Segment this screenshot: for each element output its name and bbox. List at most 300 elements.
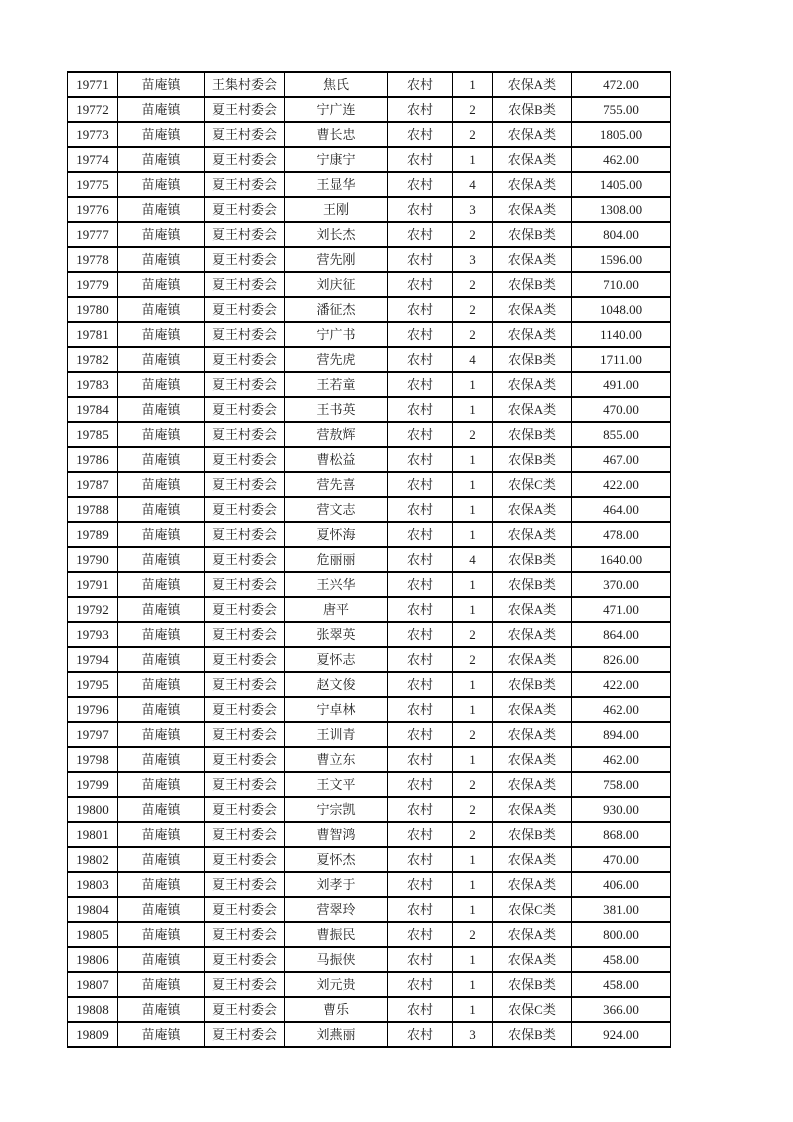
cell-count: 1 [453,597,493,622]
cell-town: 苗庵镇 [118,147,205,172]
cell-amount: 855.00 [572,422,671,447]
cell-category: 农保A类 [493,372,572,397]
cell-town: 苗庵镇 [118,572,205,597]
cell-category: 农保C类 [493,472,572,497]
cell-id: 19788 [68,497,118,522]
cell-village: 夏王村委会 [205,672,285,697]
cell-type: 农村 [388,122,453,147]
table-row [68,647,671,672]
table-row [68,422,671,447]
table-row [68,697,671,722]
cell-village: 夏王村委会 [205,522,285,547]
cell-name: 刘庆征 [285,272,388,297]
cell-type: 农村 [388,697,453,722]
cell-amount: 1711.00 [572,347,671,372]
cell-category: 农保A类 [493,847,572,872]
cell-type: 农村 [388,247,453,272]
cell-village: 夏王村委会 [205,422,285,447]
cell-type: 农村 [388,597,453,622]
table-row [68,322,671,347]
cell-type: 农村 [388,922,453,947]
cell-count: 2 [453,622,493,647]
cell-category: 农保B类 [493,572,572,597]
cell-amount: 462.00 [572,747,671,772]
cell-town: 苗庵镇 [118,772,205,797]
record-table [67,71,671,1048]
table-row [68,772,671,797]
cell-name: 曹松益 [285,447,388,472]
cell-name: 焦氏 [285,72,388,97]
cell-id: 19792 [68,597,118,622]
cell-count: 2 [453,97,493,122]
cell-id: 19786 [68,447,118,472]
cell-town: 苗庵镇 [118,847,205,872]
cell-town: 苗庵镇 [118,972,205,997]
cell-town: 苗庵镇 [118,422,205,447]
cell-amount: 467.00 [572,447,671,472]
table-row [68,222,671,247]
cell-count: 2 [453,422,493,447]
cell-type: 农村 [388,522,453,547]
cell-id: 19797 [68,722,118,747]
cell-village: 夏王村委会 [205,797,285,822]
cell-id: 19790 [68,547,118,572]
cell-category: 农保B类 [493,972,572,997]
cell-town: 苗庵镇 [118,1022,205,1047]
cell-town: 苗庵镇 [118,822,205,847]
cell-amount: 1640.00 [572,547,671,572]
cell-town: 苗庵镇 [118,872,205,897]
cell-id: 19801 [68,822,118,847]
table-row [68,397,671,422]
cell-id: 19781 [68,322,118,347]
cell-amount: 478.00 [572,522,671,547]
cell-count: 2 [453,272,493,297]
cell-village: 王集村委会 [205,72,285,97]
cell-count: 4 [453,172,493,197]
cell-amount: 458.00 [572,972,671,997]
cell-count: 1 [453,397,493,422]
cell-count: 2 [453,722,493,747]
cell-village: 夏王村委会 [205,847,285,872]
table-row [68,197,671,222]
cell-village: 夏王村委会 [205,97,285,122]
cell-type: 农村 [388,197,453,222]
cell-id: 19806 [68,947,118,972]
cell-town: 苗庵镇 [118,347,205,372]
cell-count: 1 [453,697,493,722]
cell-name: 夏怀杰 [285,847,388,872]
cell-name: 刘燕丽 [285,1022,388,1047]
cell-category: 农保A类 [493,397,572,422]
cell-town: 苗庵镇 [118,672,205,697]
cell-type: 农村 [388,797,453,822]
cell-name: 宁卓林 [285,697,388,722]
cell-name: 曹长忠 [285,122,388,147]
cell-type: 农村 [388,622,453,647]
cell-amount: 800.00 [572,922,671,947]
cell-town: 苗庵镇 [118,197,205,222]
cell-village: 夏王村委会 [205,397,285,422]
cell-name: 王显华 [285,172,388,197]
cell-town: 苗庵镇 [118,97,205,122]
cell-village: 夏王村委会 [205,647,285,672]
cell-type: 农村 [388,547,453,572]
cell-town: 苗庵镇 [118,697,205,722]
cell-type: 农村 [388,647,453,672]
cell-name: 营文志 [285,497,388,522]
cell-town: 苗庵镇 [118,372,205,397]
cell-id: 19804 [68,897,118,922]
cell-id: 19791 [68,572,118,597]
cell-category: 农保A类 [493,322,572,347]
cell-id: 19807 [68,972,118,997]
cell-village: 夏王村委会 [205,622,285,647]
cell-count: 1 [453,947,493,972]
cell-amount: 1805.00 [572,122,671,147]
table-row [68,272,671,297]
cell-id: 19809 [68,1022,118,1047]
cell-town: 苗庵镇 [118,797,205,822]
cell-category: 农保A类 [493,872,572,897]
cell-name: 营先刚 [285,247,388,272]
cell-town: 苗庵镇 [118,397,205,422]
cell-name: 曹振民 [285,922,388,947]
cell-village: 夏王村委会 [205,297,285,322]
cell-category: 农保B类 [493,547,572,572]
cell-name: 营翠玲 [285,897,388,922]
cell-village: 夏王村委会 [205,247,285,272]
cell-village: 夏王村委会 [205,497,285,522]
cell-count: 1 [453,847,493,872]
cell-id: 19808 [68,997,118,1022]
cell-town: 苗庵镇 [118,547,205,572]
cell-name: 曹乐 [285,997,388,1022]
cell-village: 夏王村委会 [205,922,285,947]
cell-village: 夏王村委会 [205,322,285,347]
cell-village: 夏王村委会 [205,272,285,297]
cell-town: 苗庵镇 [118,722,205,747]
cell-name: 夏怀志 [285,647,388,672]
table-row [68,447,671,472]
cell-town: 苗庵镇 [118,72,205,97]
cell-type: 农村 [388,897,453,922]
cell-id: 19779 [68,272,118,297]
cell-name: 曹智鸿 [285,822,388,847]
table-row [68,572,671,597]
cell-amount: 491.00 [572,372,671,397]
cell-amount: 470.00 [572,397,671,422]
cell-name: 夏怀海 [285,522,388,547]
cell-name: 营敖辉 [285,422,388,447]
cell-category: 农保B类 [493,347,572,372]
cell-category: 农保A类 [493,497,572,522]
table-row [68,122,671,147]
cell-id: 19793 [68,622,118,647]
cell-amount: 464.00 [572,497,671,522]
cell-type: 农村 [388,422,453,447]
cell-name: 唐平 [285,597,388,622]
cell-category: 农保A类 [493,772,572,797]
table-row [68,847,671,872]
cell-amount: 406.00 [572,872,671,897]
cell-town: 苗庵镇 [118,597,205,622]
cell-id: 19785 [68,422,118,447]
table-row [68,922,671,947]
cell-village: 夏王村委会 [205,747,285,772]
table-row [68,797,671,822]
table-row [68,497,671,522]
cell-type: 农村 [388,372,453,397]
table-row [68,72,671,97]
cell-category: 农保A类 [493,747,572,772]
cell-town: 苗庵镇 [118,447,205,472]
cell-id: 19794 [68,647,118,672]
cell-village: 夏王村委会 [205,697,285,722]
cell-name: 刘元贵 [285,972,388,997]
cell-amount: 422.00 [572,672,671,697]
cell-type: 农村 [388,322,453,347]
cell-name: 营先虎 [285,347,388,372]
cell-amount: 1596.00 [572,247,671,272]
cell-amount: 924.00 [572,1022,671,1047]
cell-amount: 470.00 [572,847,671,872]
cell-category: 农保C类 [493,997,572,1022]
cell-category: 农保A类 [493,297,572,322]
cell-count: 2 [453,822,493,847]
cell-id: 19771 [68,72,118,97]
cell-amount: 370.00 [572,572,671,597]
cell-type: 农村 [388,997,453,1022]
cell-village: 夏王村委会 [205,722,285,747]
cell-id: 19777 [68,222,118,247]
cell-village: 夏王村委会 [205,147,285,172]
cell-type: 农村 [388,447,453,472]
cell-town: 苗庵镇 [118,497,205,522]
table-row [68,172,671,197]
cell-type: 农村 [388,722,453,747]
cell-town: 苗庵镇 [118,222,205,247]
table-row [68,247,671,272]
cell-name: 潘征杰 [285,297,388,322]
cell-id: 19796 [68,697,118,722]
cell-category: 农保A类 [493,122,572,147]
cell-type: 农村 [388,972,453,997]
cell-count: 1 [453,522,493,547]
cell-name: 王训青 [285,722,388,747]
cell-category: 农保A类 [493,922,572,947]
cell-amount: 381.00 [572,897,671,922]
table-row [68,622,671,647]
cell-amount: 755.00 [572,97,671,122]
cell-name: 宁广连 [285,97,388,122]
cell-category: 农保A类 [493,522,572,547]
cell-amount: 472.00 [572,72,671,97]
cell-name: 王若童 [285,372,388,397]
cell-town: 苗庵镇 [118,247,205,272]
cell-count: 1 [453,497,493,522]
table-row [68,547,671,572]
cell-category: 农保B类 [493,1022,572,1047]
cell-type: 农村 [388,72,453,97]
cell-count: 1 [453,147,493,172]
cell-name: 赵文俊 [285,672,388,697]
cell-count: 1 [453,672,493,697]
table-row [68,897,671,922]
cell-name: 刘长杰 [285,222,388,247]
cell-town: 苗庵镇 [118,947,205,972]
cell-category: 农保B类 [493,272,572,297]
cell-id: 19787 [68,472,118,497]
cell-amount: 1308.00 [572,197,671,222]
cell-amount: 710.00 [572,272,671,297]
cell-amount: 826.00 [572,647,671,672]
table-row [68,747,671,772]
cell-count: 2 [453,797,493,822]
cell-category: 农保A类 [493,622,572,647]
cell-name: 马振侠 [285,947,388,972]
cell-town: 苗庵镇 [118,122,205,147]
cell-type: 农村 [388,947,453,972]
cell-type: 农村 [388,222,453,247]
cell-type: 农村 [388,397,453,422]
cell-type: 农村 [388,1022,453,1047]
table-row [68,522,671,547]
cell-id: 19789 [68,522,118,547]
cell-id: 19772 [68,97,118,122]
cell-village: 夏王村委会 [205,347,285,372]
cell-count: 1 [453,747,493,772]
cell-category: 农保B类 [493,672,572,697]
cell-count: 1 [453,472,493,497]
cell-name: 王书英 [285,397,388,422]
cell-category: 农保A类 [493,72,572,97]
cell-count: 3 [453,1022,493,1047]
cell-category: 农保B类 [493,222,572,247]
cell-amount: 868.00 [572,822,671,847]
cell-town: 苗庵镇 [118,897,205,922]
cell-id: 19803 [68,872,118,897]
cell-category: 农保A类 [493,172,572,197]
cell-name: 曹立东 [285,747,388,772]
cell-amount: 1048.00 [572,297,671,322]
table-row [68,347,671,372]
cell-id: 19778 [68,247,118,272]
cell-count: 2 [453,922,493,947]
cell-town: 苗庵镇 [118,522,205,547]
cell-name: 营先喜 [285,472,388,497]
cell-type: 农村 [388,472,453,497]
cell-type: 农村 [388,572,453,597]
cell-id: 19784 [68,397,118,422]
cell-count: 1 [453,897,493,922]
cell-village: 夏王村委会 [205,572,285,597]
cell-id: 19799 [68,772,118,797]
cell-type: 农村 [388,772,453,797]
cell-count: 1 [453,447,493,472]
cell-village: 夏王村委会 [205,197,285,222]
cell-count: 3 [453,197,493,222]
cell-village: 夏王村委会 [205,897,285,922]
cell-town: 苗庵镇 [118,997,205,1022]
cell-name: 张翠英 [285,622,388,647]
cell-id: 19783 [68,372,118,397]
cell-id: 19805 [68,922,118,947]
table-row [68,872,671,897]
cell-amount: 930.00 [572,797,671,822]
cell-category: 农保C类 [493,897,572,922]
cell-category: 农保A类 [493,797,572,822]
cell-name: 王兴华 [285,572,388,597]
cell-category: 农保A类 [493,597,572,622]
cell-town: 苗庵镇 [118,272,205,297]
cell-count: 1 [453,872,493,897]
cell-category: 农保A类 [493,197,572,222]
cell-count: 2 [453,122,493,147]
cell-count: 1 [453,997,493,1022]
cell-category: 农保A类 [493,697,572,722]
cell-type: 农村 [388,97,453,122]
cell-village: 夏王村委会 [205,947,285,972]
cell-village: 夏王村委会 [205,597,285,622]
table-row [68,372,671,397]
cell-category: 农保A类 [493,147,572,172]
cell-count: 2 [453,772,493,797]
cell-id: 19795 [68,672,118,697]
cell-count: 1 [453,72,493,97]
table-row [68,597,671,622]
cell-count: 2 [453,297,493,322]
table-row [68,672,671,697]
cell-amount: 471.00 [572,597,671,622]
cell-category: 农保B类 [493,822,572,847]
cell-town: 苗庵镇 [118,472,205,497]
cell-count: 2 [453,322,493,347]
cell-id: 19802 [68,847,118,872]
cell-amount: 864.00 [572,622,671,647]
cell-type: 农村 [388,847,453,872]
cell-town: 苗庵镇 [118,297,205,322]
cell-count: 1 [453,972,493,997]
cell-type: 农村 [388,147,453,172]
cell-amount: 462.00 [572,147,671,172]
table-row [68,97,671,122]
cell-name: 宁广书 [285,322,388,347]
table-row [68,147,671,172]
cell-amount: 758.00 [572,772,671,797]
cell-type: 农村 [388,747,453,772]
cell-town: 苗庵镇 [118,172,205,197]
table-row [68,822,671,847]
cell-name: 宁宗凯 [285,797,388,822]
cell-village: 夏王村委会 [205,222,285,247]
cell-count: 3 [453,247,493,272]
cell-village: 夏王村委会 [205,997,285,1022]
cell-village: 夏王村委会 [205,1022,285,1047]
table-row [68,1022,671,1047]
cell-name: 危丽丽 [285,547,388,572]
cell-town: 苗庵镇 [118,922,205,947]
cell-id: 19776 [68,197,118,222]
cell-type: 农村 [388,872,453,897]
cell-amount: 366.00 [572,997,671,1022]
cell-town: 苗庵镇 [118,322,205,347]
cell-count: 4 [453,347,493,372]
cell-amount: 804.00 [572,222,671,247]
cell-name: 王刚 [285,197,388,222]
cell-type: 农村 [388,347,453,372]
cell-village: 夏王村委会 [205,547,285,572]
